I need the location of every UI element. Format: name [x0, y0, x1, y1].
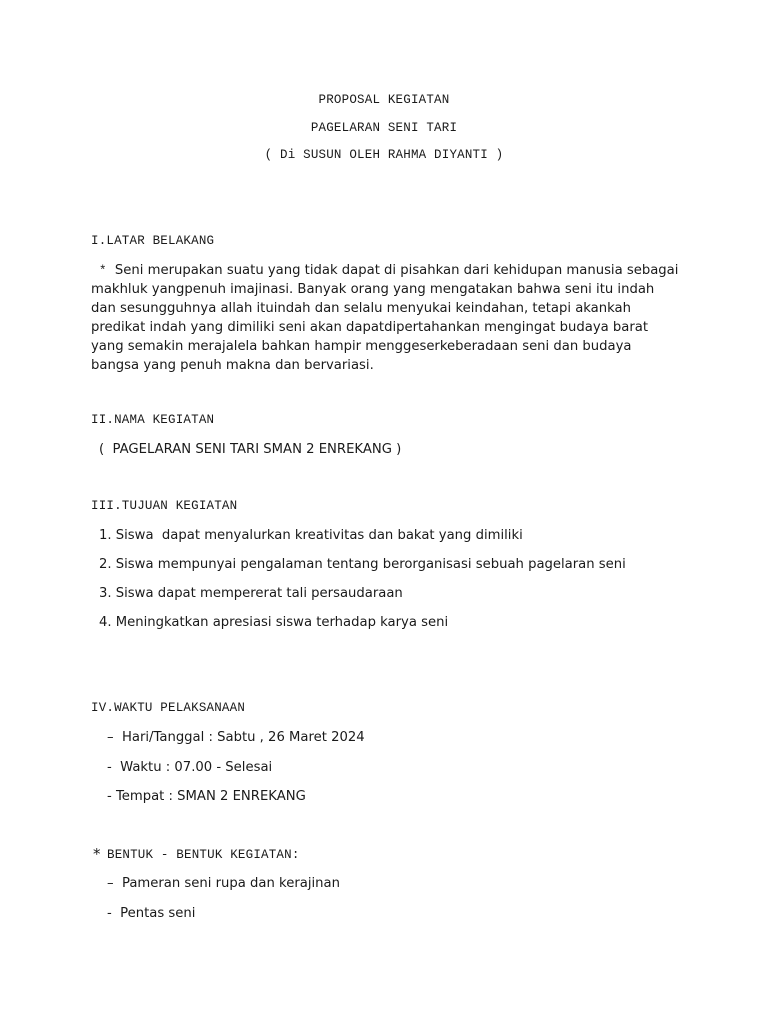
waktu-item-tempat: - Tempat : SMAN 2 ENREKANG [107, 789, 306, 804]
waktu-item-tanggal: – Hari/Tanggal : Sabtu , 26 Maret 2024 [107, 730, 365, 745]
document-author: ( Di SUSUN OLEH RAHMA DIYANTI ) [264, 148, 504, 162]
section-heading-nama-kegiatan: II.NAMA KEGIATAN [91, 413, 215, 427]
waktu-item-jam: - Waktu : 07.00 - Selesai [107, 760, 273, 775]
section-heading-latar-belakang: I.LATAR BELAKANG [91, 234, 215, 248]
bentuk-kegiatan-star: * [93, 845, 101, 863]
tujuan-item: 3. Siswa dapat mempererat tali persaudaraan [99, 586, 403, 601]
document-title: PROPOSAL KEGIATAN [318, 93, 450, 107]
section-heading-bentuk-kegiatan: BENTUK - BENTUK KEGIATAN: [107, 848, 300, 862]
section-heading-waktu-pelaksanaan: IV.WAKTU PELAKSANAAN [91, 701, 246, 715]
tujuan-item: 2. Siswa mempunyai pengalaman tentang berorganisasi sebuah pagelaran seni [99, 557, 626, 572]
tujuan-item: 1. Siswa dapat menyalurkan kreativitas dan bakat yang dimiliki [99, 528, 523, 543]
bentuk-item: - Pentas seni [107, 906, 196, 921]
latar-belakang-text: Seni merupakan suatu yang tidak dapat di pisahkan dari kehidupan manusia sebagai makhluk yangpenuh imajinasi. Banyak orang yang mengatakan bahwa seni itu indah dan sesungguhnya allah ituindah dan selalu menyukai keindahan, tetapi akankah predikat indah yang dimiliki seni akan dapatdipertahankan mengingat budaya barat yang semakin merajalela bahkan hampir menggeserkeberadaan seni dan budaya bangsa yang penuh makna dan bervariasi. [91, 263, 679, 373]
section-body-latar-belakang [91, 262, 681, 375]
nama-kegiatan-value: ( PAGELARAN SENI TARI SMAN 2 ENREKANG ) [99, 442, 402, 457]
section-heading-tujuan-kegiatan: III.TUJUAN KEGIATAN [91, 499, 238, 513]
document-subtitle: PAGELARAN SENI TARI [310, 121, 458, 135]
tujuan-item: 4. Meningkatkan apresiasi siswa terhadap karya seni [99, 615, 449, 630]
bentuk-item: – Pameran seni rupa dan kerajinan [107, 876, 340, 891]
bullet-star: * [99, 264, 107, 278]
